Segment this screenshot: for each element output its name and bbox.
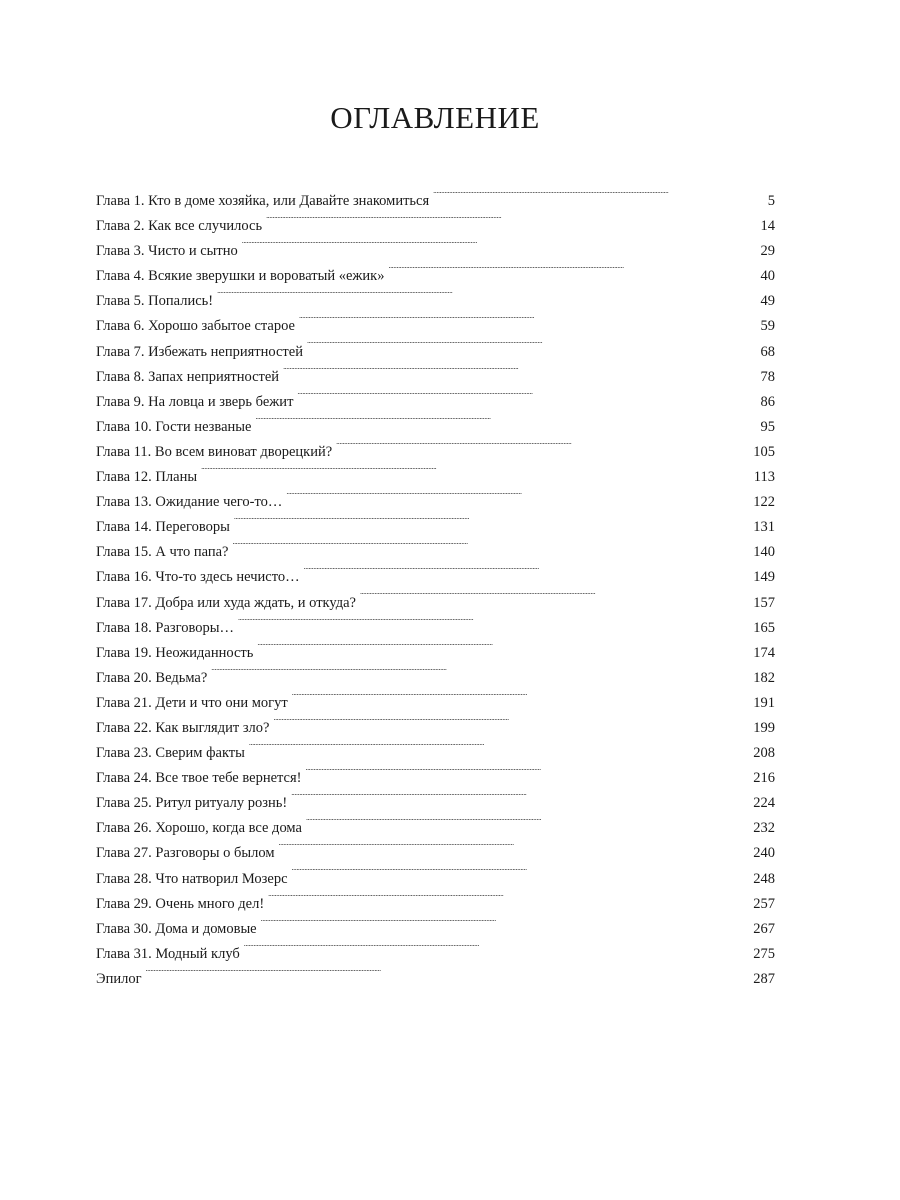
toc-dot-leader [433,191,764,206]
toc-entry [96,892,775,917]
toc-entry-label: Глава 28. Что натворил Мозерс [96,870,288,887]
toc-entry-page-number: 182 [753,669,775,686]
toc-entry [96,591,775,616]
toc-entry-label: Глава 12. Планы [96,469,198,486]
toc-entry-page-number: 287 [753,970,775,987]
toc-dot-leader [217,291,756,306]
toc-entry [96,565,775,590]
toc-entry [96,791,775,816]
toc-dot-leader [283,366,756,381]
toc-entry-page-number: 40 [760,268,775,285]
toc-entry-label: Глава 16. Что-то здесь нечисто… [96,569,300,586]
toc-entry-label: Глава 19. Неожиданность [96,644,254,661]
toc-entry [96,616,775,641]
toc-dot-leader [360,592,749,607]
toc-entry [96,415,775,440]
toc-entry-label: Глава 20. Ведьма? [96,669,208,686]
toc-entry-page-number: 95 [760,418,775,435]
toc-entry-page-number: 232 [753,820,775,837]
toc-entry [96,942,775,967]
toc-entry-label: Глава 25. Ритул ритуалу рознь! [96,795,288,812]
toc-entry-page-number: 29 [760,243,775,260]
toc-entry-page-number: 257 [753,895,775,912]
toc-entry-page-number: 122 [753,494,775,511]
page-title: ОГЛАВЛЕНИЕ [330,100,540,135]
toc-entry [96,465,775,490]
toc-entry [96,289,775,314]
toc-entry [96,716,775,741]
toc-entry-page-number: 68 [760,343,775,360]
toc-entry-label: Глава 22. Как выглядит зло? [96,719,270,736]
toc-entry-label: Глава 26. Хорошо, когда все дома [96,820,302,837]
toc-entry-label: Глава 27. Разговоры о былом [96,845,275,862]
toc-entry-page-number: 86 [760,393,775,410]
toc-entry [96,340,775,365]
toc-entry-label: Глава 31. Модный клуб [96,945,240,962]
toc-dot-leader [201,467,750,482]
toc-entry-page-number: 224 [753,795,775,812]
toc-entry [96,766,775,791]
toc-entry-page-number: 208 [753,745,775,762]
toc-entry [96,540,775,565]
toc-dot-leader [249,743,749,758]
toc-entry [96,214,775,239]
toc-dot-leader [292,692,750,707]
toc-entry-label: Глава 11. Во всем виноват дворецкий? [96,443,333,460]
toc-entry-label: Глава 5. Попались! [96,293,214,310]
toc-entry-page-number: 267 [753,920,775,937]
toc-dot-leader [234,517,749,532]
toc-entry-label: Глава 23. Сверим факты [96,745,245,762]
toc-dot-leader [286,492,749,507]
toc-entry-page-number: 174 [753,644,775,661]
toc-entry-label: Глава 4. Всякие зверушки и вороватый «ежик» [96,268,385,285]
toc-entry-label: Глава 7. Избежать неприятностей [96,343,303,360]
toc-entry-label: Глава 14. Переговоры [96,519,230,536]
toc-entry-page-number: 165 [753,619,775,636]
toc-dot-leader [388,266,756,281]
toc-entry [96,917,775,942]
toc-entry [96,841,775,866]
toc-dot-leader [244,943,749,958]
toc-entry-page-number: 275 [753,945,775,962]
toc-dot-leader [304,567,750,582]
toc-entry-label: Эпилог [96,970,142,987]
toc-dot-leader [255,416,756,431]
toc-dot-leader [305,768,749,783]
toc-entry [96,867,775,892]
toc-dot-leader [297,391,756,406]
toc-entry-page-number: 131 [753,519,775,536]
toc-dot-leader [268,893,749,908]
toc-dot-leader [211,667,749,682]
toc-entry-page-number: 199 [753,719,775,736]
toc-entry-label: Глава 29. Очень много дел! [96,895,265,912]
toc-entry-label: Глава 18. Разговоры… [96,619,234,636]
toc-entry-label: Глава 21. Дети и что они могут [96,694,288,711]
toc-entry-page-number: 78 [760,368,775,385]
toc-entry [96,641,775,666]
toc-dot-leader [242,241,757,256]
toc-entry [96,490,775,515]
toc-entry-label: Глава 6. Хорошо забытое старое [96,318,295,335]
toc-dot-leader [266,216,756,231]
toc-dot-leader [307,341,757,356]
toc-entry-label: Глава 17. Добра или худа ждать, и откуда? [96,594,356,611]
toc-entry-label: Глава 15. А что папа? [96,544,229,561]
toc-entry-page-number: 105 [753,443,775,460]
toc-dot-leader [336,441,749,456]
toc-entry-page-number: 216 [753,770,775,787]
toc-entry-label: Глава 9. На ловца и зверь бежит [96,393,294,410]
toc-dot-leader [257,642,749,657]
toc-dot-leader [279,843,750,858]
toc-entry-label: Глава 24. Все твое тебе вернется! [96,770,302,787]
toc-dot-leader [291,793,749,808]
toc-entry [96,967,775,992]
toc-entry [96,515,775,540]
toc-entry-page-number: 14 [760,218,775,235]
toc-entry [96,440,775,465]
toc-entry [96,365,775,390]
toc-dot-leader [306,818,749,833]
toc-entry-label: Глава 8. Запах неприятностей [96,368,280,385]
toc-entry-label: Глава 1. Кто в доме хозяйка, или Давайте знакомиться [96,193,430,209]
toc-entry [96,741,775,766]
toc-entry-label: Глава 3. Чисто и сытно [96,243,238,260]
toc-entry-page-number: 240 [753,845,775,862]
toc-entry [96,239,775,264]
toc-entry-page-number: 140 [753,544,775,561]
toc-entry-label: Глава 30. Дома и домовые [96,920,257,937]
toc-entry-page-number: 5 [767,193,775,209]
toc-entry [96,189,775,214]
toc-entry [96,264,775,289]
toc-entry-page-number: 49 [760,293,775,310]
toc-entry-label: Глава 10. Гости незваные [96,418,252,435]
toc-dot-leader [238,617,749,632]
toc-entry-page-number: 149 [753,569,775,586]
table-of-contents [96,189,775,992]
toc-entry-page-number: 59 [760,318,775,335]
toc-entry-label: Глава 13. Ожидание чего-то… [96,494,283,511]
toc-entry-page-number: 248 [753,870,775,887]
toc-dot-leader [273,717,749,732]
toc-dot-leader [292,868,750,883]
toc-entry [96,816,775,841]
toc-dot-leader [261,918,750,933]
toc-entry [96,691,775,716]
toc-entry-page-number: 191 [753,694,775,711]
toc-entry [96,314,775,339]
toc-dot-leader [146,968,750,983]
toc-entry-page-number: 113 [753,469,775,486]
toc-dot-leader [232,542,749,557]
toc-entry-label: Глава 2. Как все случилось [96,218,263,235]
toc-entry [96,390,775,415]
toc-dot-leader [299,316,757,331]
toc-entry-page-number: 157 [753,594,775,611]
toc-entry [96,666,775,691]
